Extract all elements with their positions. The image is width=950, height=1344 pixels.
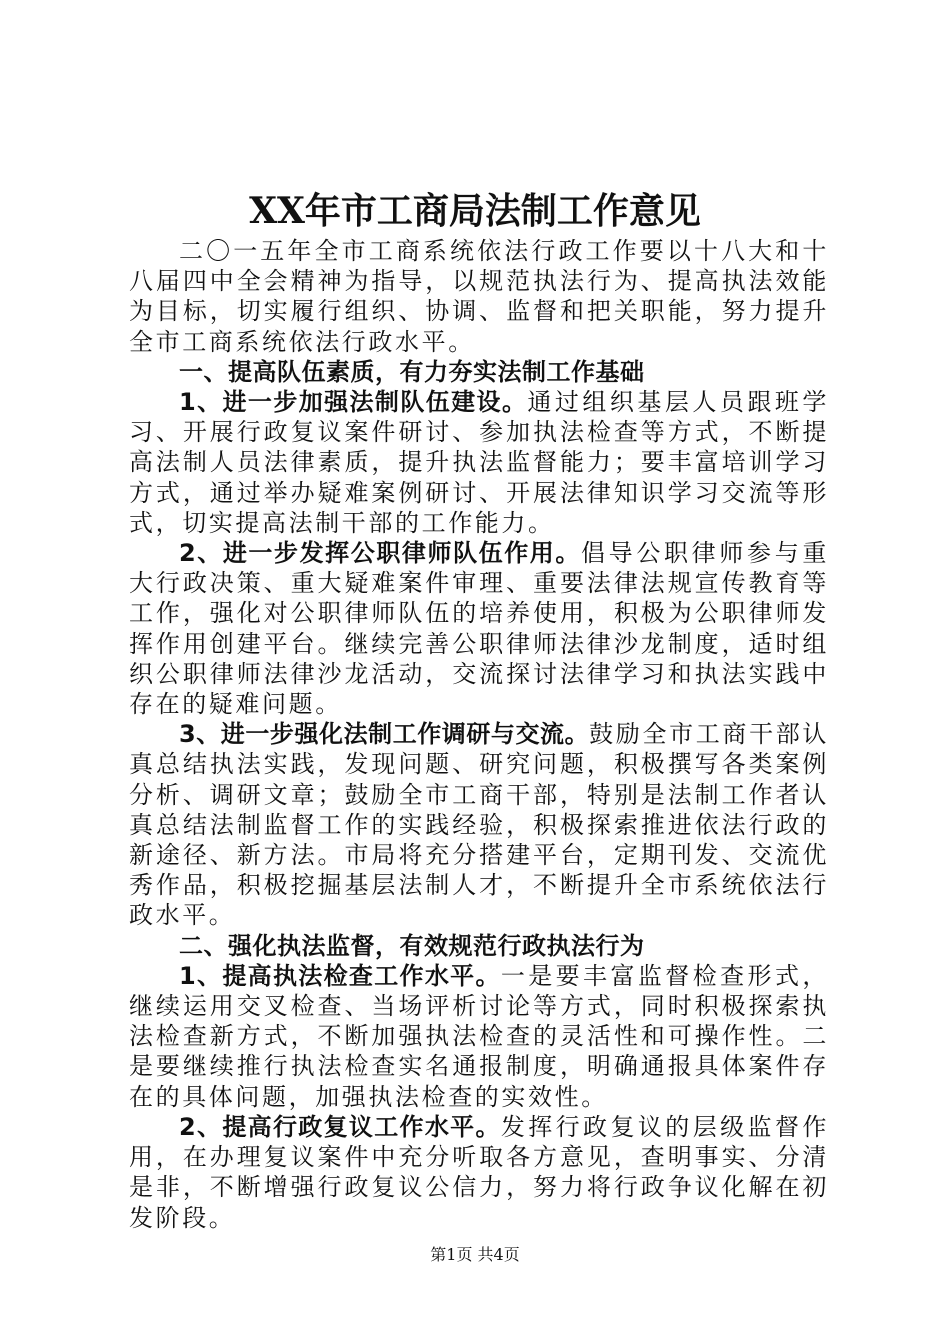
item-lead: 1、进一步加强法制队伍建设。: [179, 388, 528, 417]
section-heading-2: 二、强化执法监督，有效规范行政执法行为: [179, 931, 645, 960]
page-footer: 第1页 共4页: [430, 1245, 520, 1264]
item-text: 发挥行政复议的层级监督作用，在办理复议案件中充分听取各方意见，查明事实、分清是非，不断增强行政复议公信力，努力将行政争议化解在初发阶段。: [129, 1112, 829, 1232]
page-title: XX年市工商局法制工作意见: [249, 190, 701, 232]
item-text: 鼓励全市工商干部认真总结执法实践，发现问题、研究问题，积极撰写各类案例分析、调研文章；鼓励全市工商干部，特别是法制工作者认真总结法制监督工作的实践经验，积极探索推进依法行政的新途径、新方法。市局将充分搭建平台，定期刊发、交流优秀作品，积极挖掘基层法制人才，不断提升全市系统依法行政水平。: [129, 720, 830, 930]
item-text: 通过组织基层人员跟班学习、开展行政复议案件研讨、参加执法检查等方式，不断提高法制人员法律素质，提升执法监督能力；要丰富培训学习方式，通过举办疑难案例研讨、开展法律知识学习交流等形式，切实提高法制干部的工作能力。: [129, 388, 829, 537]
item-text: 倡导公职律师参与重大行政决策、重大疑难案件审理、重要法律法规宣传教育等工作，强化对公职律师队伍的培养使用，积极为公职律师发挥作用创建平台。继续完善公职律师法律沙龙制度，适时组织公职律师法律沙龙活动，交流探讨法律学习和执法实践中存在的疑难问题。: [129, 539, 829, 719]
section1-item-1: [129, 387, 829, 538]
item-lead: 2、进一步发挥公职律师队伍作用。: [179, 539, 581, 568]
item-lead: 3、进一步强化法制工作调研与交流。: [179, 720, 590, 749]
section2-item-2: [129, 1112, 829, 1233]
item-lead: 2、提高行政复议工作水平。: [179, 1112, 501, 1141]
item-lead: 1、提高执法检查工作水平。: [179, 961, 501, 990]
document-body: [129, 236, 829, 1233]
section1-item-3: [129, 719, 829, 930]
section2-item-1: [129, 961, 829, 1112]
section1-item-2: [129, 538, 829, 719]
intro-paragraph: 二〇一五年全市工商系统依法行政工作要以十八大和十八届四中全会精神为指导，以规范执法行为、提高执法效能为目标，切实履行组织、协调、监督和把关职能，努力提升全市工商系统依法行政水平。: [129, 237, 829, 356]
section-heading-1: 一、提高队伍素质，有力夯实法制工作基础: [179, 357, 645, 386]
item-text: 一是要丰富监督检查形式，继续运用交叉检查、当场评析讨论等方式，同时积极探索执法检查新方式，不断加强执法检查的灵活性和可操作性。二是要继续推行执法检查实名通报制度，明确通报具体案件存在的具体问题，加强执法检查的实效性。: [129, 961, 829, 1111]
